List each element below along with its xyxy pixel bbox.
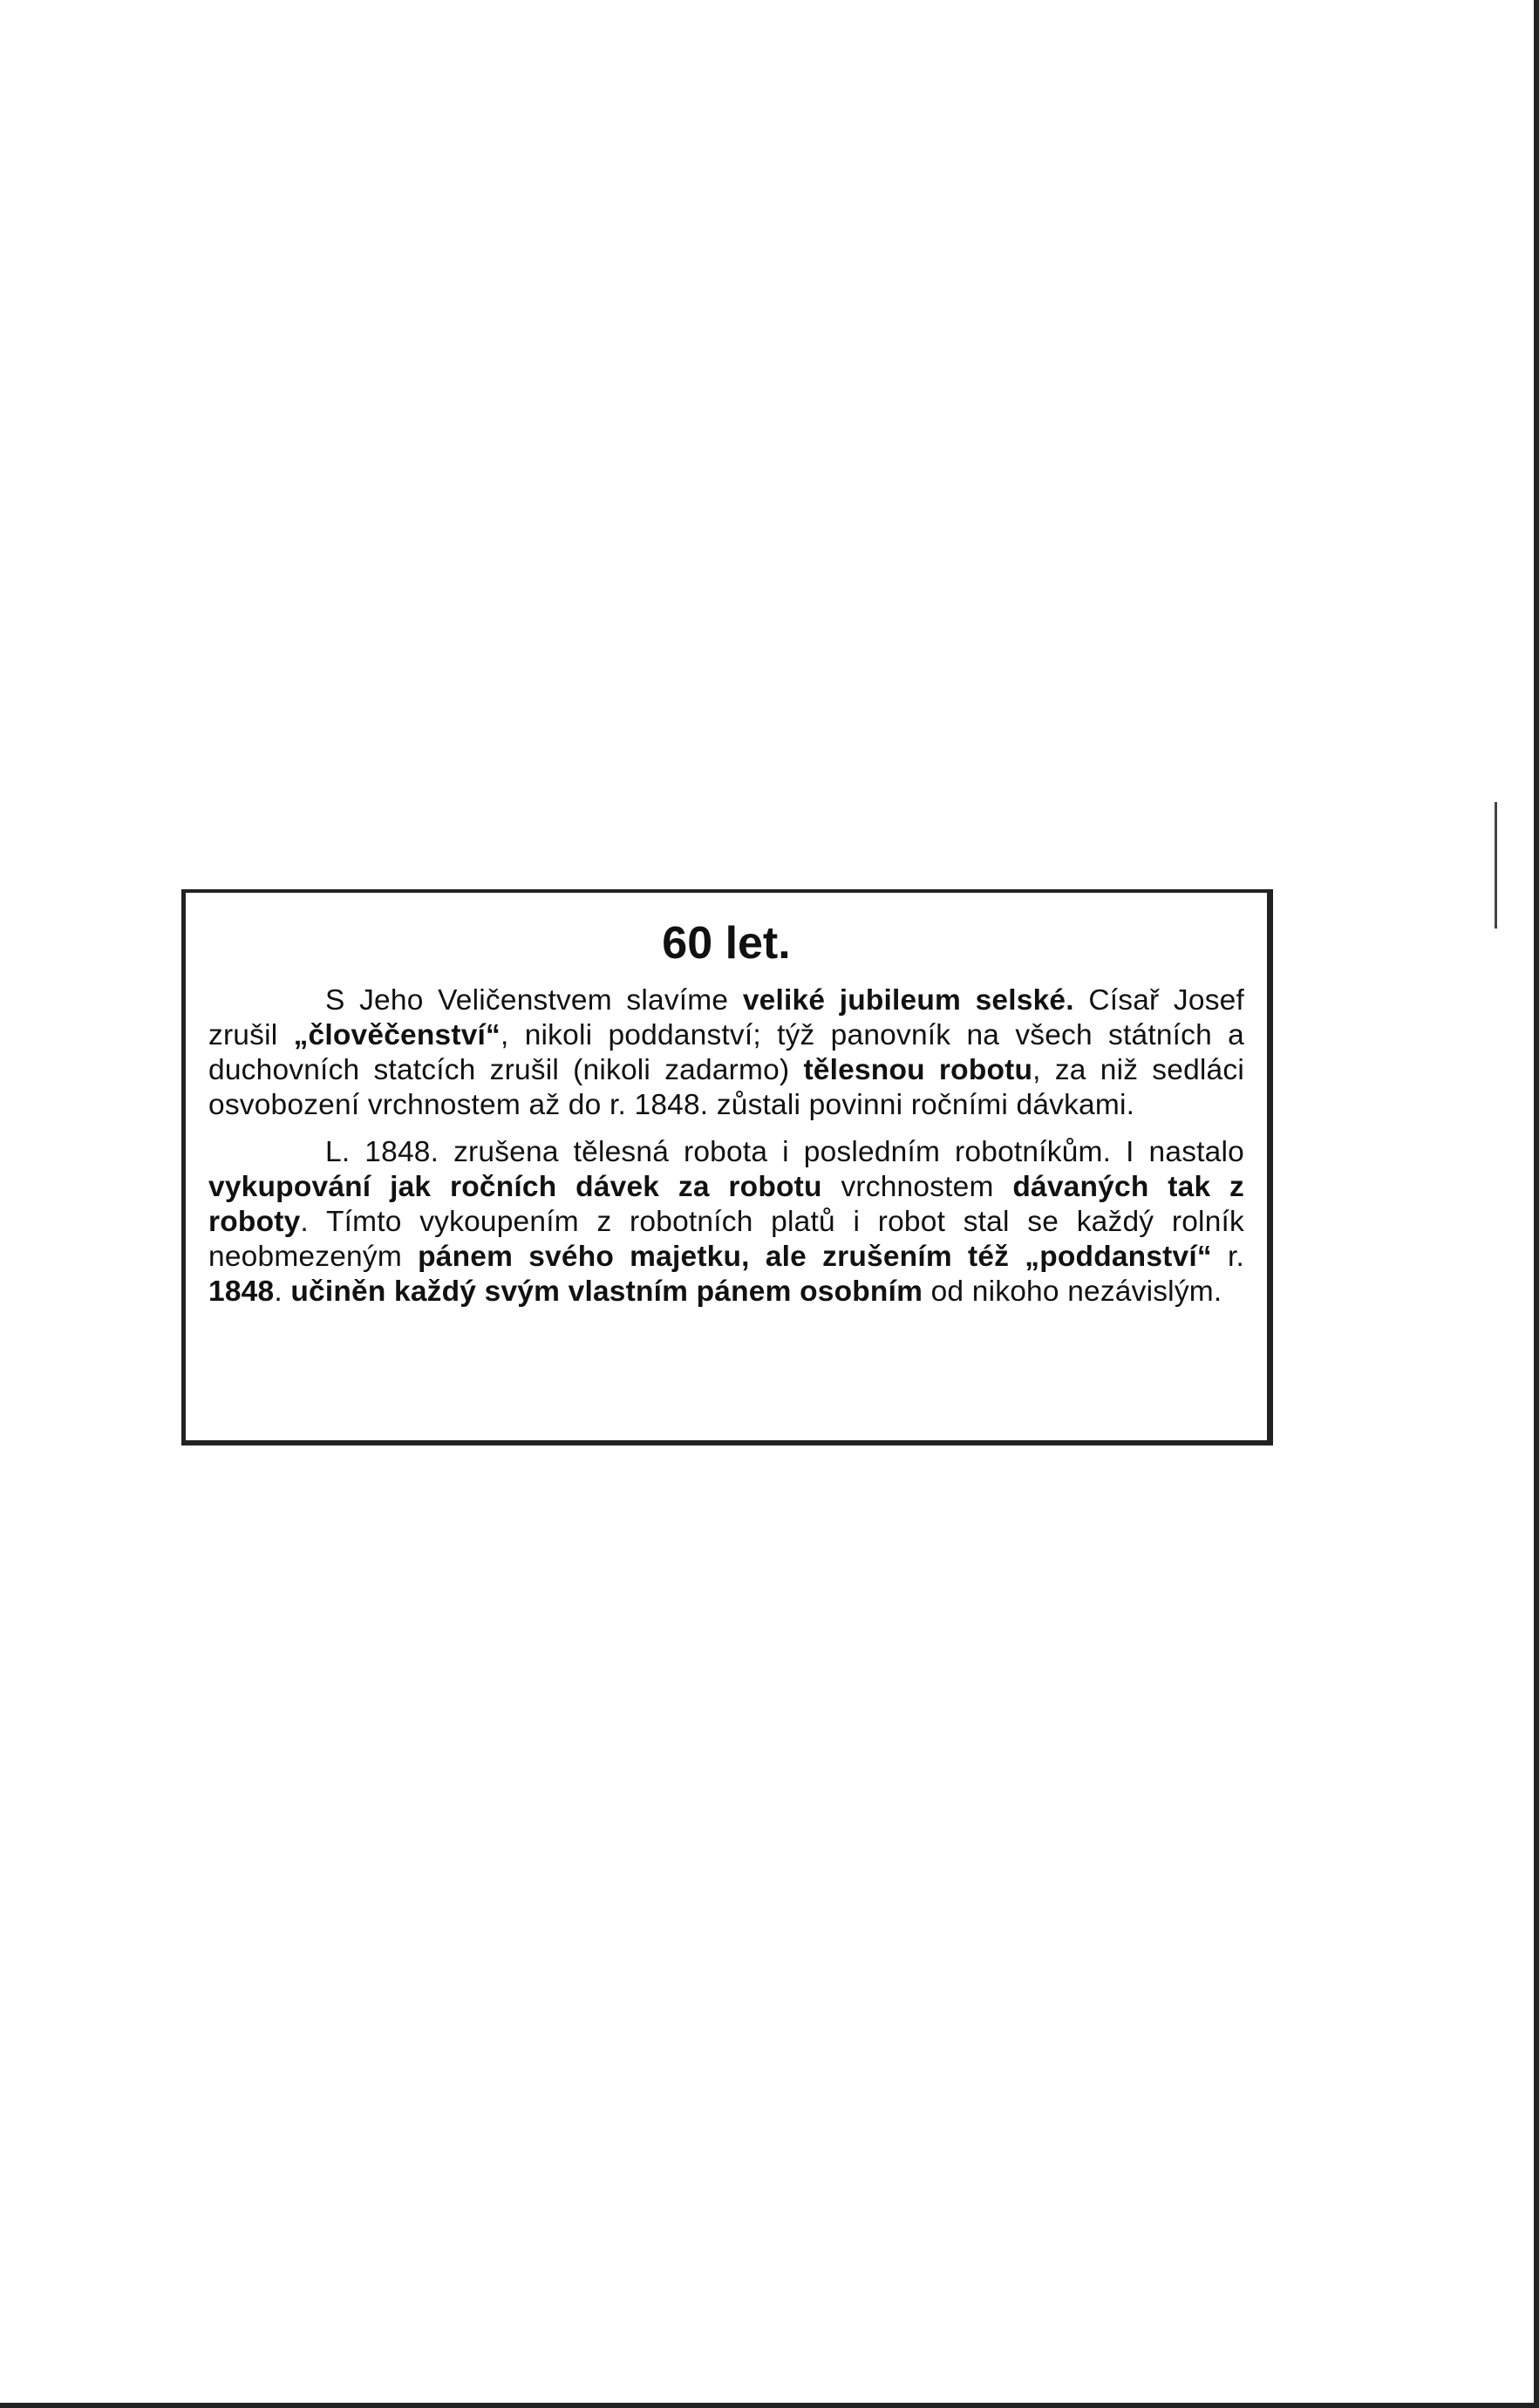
bold-text-run: učiněn každý svým vlastním pánem osobním <box>290 1275 923 1308</box>
paragraph-2 <box>208 1135 1244 1309</box>
bold-text-run: vykupování jak ročních dávek za robotu <box>208 1171 822 1203</box>
bold-text-run: tělesnou robotu <box>803 1054 1033 1086</box>
text-run: . <box>274 1275 291 1308</box>
notice-title: 60 let. <box>662 918 791 969</box>
text-run: od nikoho nezávislým. <box>923 1275 1222 1308</box>
text-run: , nikoli poddanství; týž panovník na všech státních a duchovních statcích zrušil (nikoli zadarmo) <box>208 1019 1244 1086</box>
bold-text-run: 1848 <box>208 1275 275 1308</box>
bold-text-run: „člověčenství“ <box>293 1019 501 1051</box>
paragraph-1 <box>208 983 1244 1123</box>
notice-box <box>181 889 1273 1445</box>
text-run: . Tímto vykoupením z robotních platů i robot stal se každý rolník neobmezeným <box>208 1206 1244 1273</box>
bold-text-run: dávaných tak z roboty <box>208 1171 1244 1238</box>
text-run: S Jeho Veličenstvem slavíme <box>325 984 743 1017</box>
scan-edge-mark <box>1495 802 1497 929</box>
text-run: , za niž sedláci osvobození vrchnostem až do r. 1848. zůstali povinni ročními dávkami. <box>208 1054 1244 1121</box>
text-run: L. 1848. zrušena tělesná robota i posledním robotníkům. I nastalo <box>325 1136 1244 1168</box>
text-run: Císař Josef zrušil <box>208 984 1245 1051</box>
text-run: r. <box>1211 1241 1244 1273</box>
text-run: vrchnostem <box>821 1171 1013 1203</box>
bold-text-run: pánem svého majetku, ale zrušením též „poddanství“ <box>418 1241 1212 1273</box>
bold-text-run: veliké jubileum selské. <box>742 984 1074 1017</box>
